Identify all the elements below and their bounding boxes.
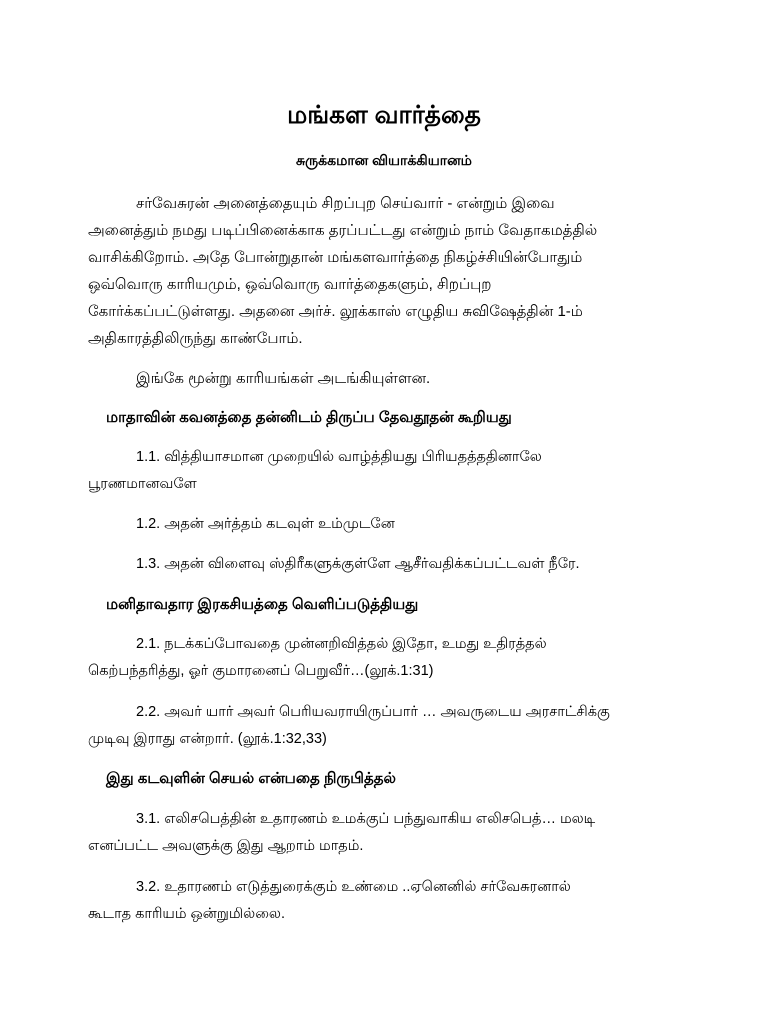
section-1-item-1 — [88, 444, 688, 498]
document-title: மங்கள வார்த்தை — [287, 101, 481, 129]
section-3-item-2 — [88, 874, 688, 928]
intro-line: கோர்க்கப்பட்டுள்ளது. அதனை அர்ச். லூக்காஸ் எழுதிய சுவிஷேத்தின் 1-ம் — [88, 303, 583, 320]
three-things-text: இங்கே மூன்று காரியங்கள் அடங்கியுள்ளன. — [136, 370, 431, 387]
document-page — [88, 0, 688, 1024]
section-3-heading: இது கடவுளின் செயல் என்பதை நிருபித்தல் — [106, 770, 396, 787]
intro-line: வாசிக்கிறோம். அதே போன்றுதான் மங்களவார்த்தை நிகழ்ச்சியின்போதும் — [88, 249, 583, 266]
item-line: 1.1. வித்தியாசமான முறையில் வாழ்த்தியது பிரியதத்ததினாலே — [136, 449, 542, 465]
document-subtitle: சுருக்கமான வியாக்கியானம் — [296, 152, 472, 168]
section-2-heading: மனிதாவதார இரகசியத்தை வெளிப்படுத்தியது — [106, 596, 419, 613]
section-1-heading: மாதாவின் கவனத்தை தன்னிடம் திருப்ப தேவதூதன் கூறியது — [106, 409, 512, 426]
intro-line: சர்வேசுரன் அனைத்தையும் சிறப்புற செய்வார் - என்றும் இவை — [136, 195, 555, 212]
section-1-item-2 — [88, 511, 688, 538]
intro-line: அதிகாரத்திலிருந்து காண்போம். — [88, 330, 303, 347]
item-line: 2.2. அவர் யார் அவர் பெரியவராயிருப்பார் … அவருடைய அரசாட்சிக்கு — [136, 704, 610, 720]
item-line: முடிவு இராது என்றார். (லூக்.1:32,33) — [88, 731, 327, 747]
intro-line: ஒவ்வொரு காரியமும், ஒவ்வொரு வார்த்தைகளும், சிறப்புற — [88, 276, 492, 293]
section-2-item-1 — [88, 631, 688, 685]
item-line: 3.1. எலிசபெத்தின் உதாரணம் உமக்குப் பந்துவாகிய எலிசபெத்… மலடி — [136, 811, 596, 827]
three-things-paragraph — [88, 365, 688, 392]
section-2-item-2 — [88, 699, 688, 753]
item-line: 1.2. அதன் அர்த்தம் கடவுள் உம்முடனே — [136, 516, 395, 532]
intro-line: அனைத்தும் நமது படிப்பினைக்காக தரப்பட்டது என்றும் நாம் வேதாகமத்தில் — [88, 222, 598, 239]
section-1-item-3 — [88, 551, 688, 578]
intro-paragraph — [88, 190, 688, 352]
section-3-item-1 — [88, 806, 688, 860]
item-line: 2.1. நடக்கப்போவதை முன்னறிவித்தல் இதோ, உமது உதிரத்தல் — [136, 636, 547, 652]
item-line: எனப்பட்ட அவளுக்கு இது ஆறாம் மாதம். — [88, 838, 364, 854]
item-line: கூடாத காரியம் ஒன்றுமில்லை. — [88, 906, 285, 922]
item-line: பூரணமானவளே — [88, 476, 197, 492]
item-line: 1.3. அதன் விளைவு ஸ்திரீகளுக்குள்ளே ஆசீர்வதிக்கப்பட்டவள் நீரே. — [136, 556, 580, 572]
item-line: கெற்பந்தரித்து, ஓர் குமாரனைப் பெறுவீர்…(லூக்.1:31) — [88, 663, 434, 679]
item-line: 3.2. உதாரணம் எடுத்துரைக்கும் உண்மை ..ஏனெனில் சர்வேசுரனால் — [136, 879, 571, 895]
